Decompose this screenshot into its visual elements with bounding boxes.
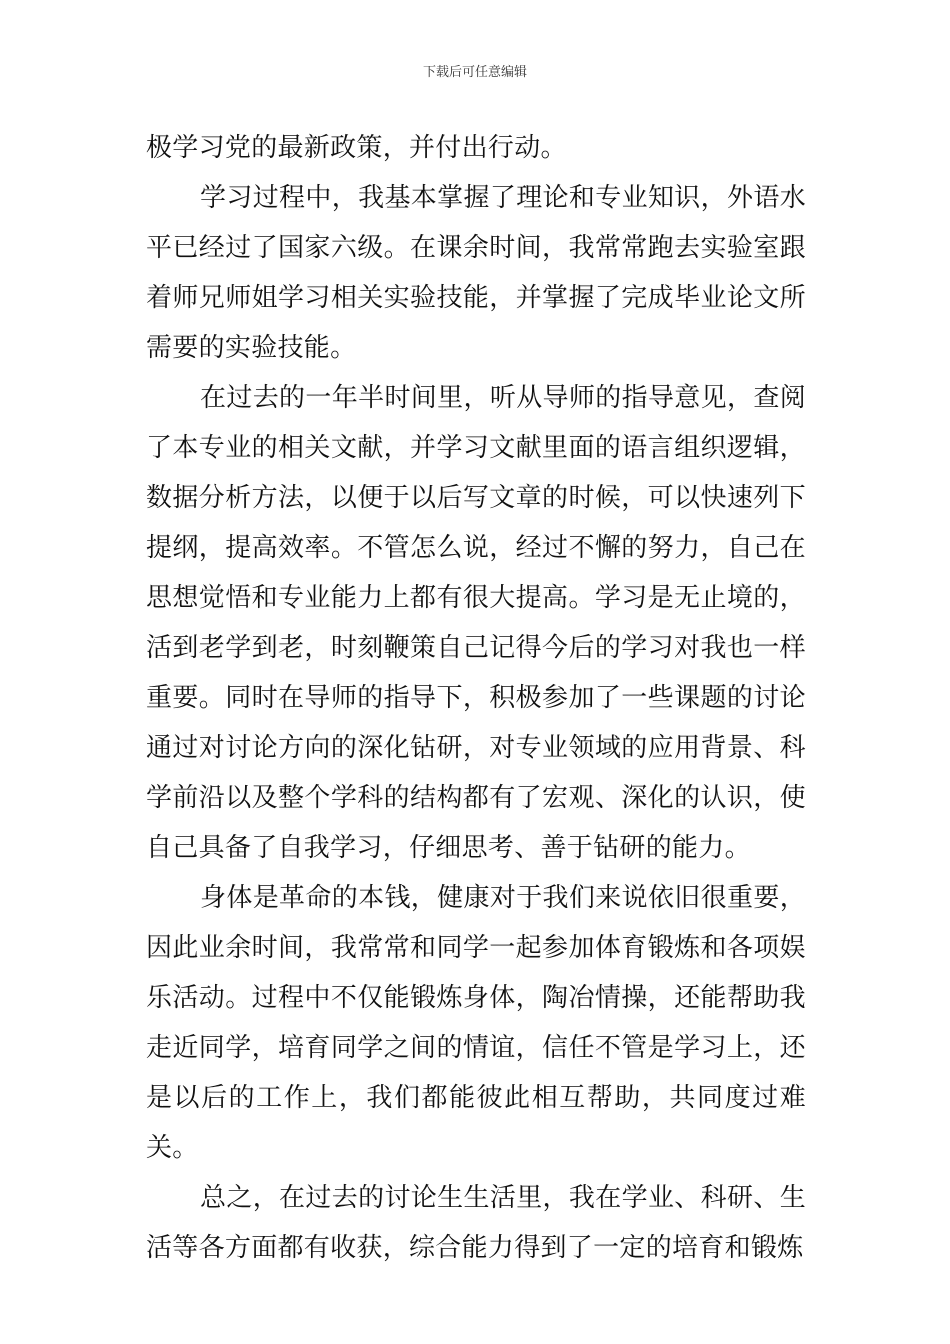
paragraph-study-process: 学习过程中，我基本掌握了理论和专业知识，外语水平已经过了国家六级。在课余时间，我常常跑去实验室跟着师兄师姐学习相关实验技能，并掌握了完成毕业论文所需要的实验技能。 bbox=[146, 183, 806, 363]
paragraph-continuation: 极学习党的最新政策，并付出行动。 bbox=[146, 133, 567, 163]
paragraph-summary: 总之，在过去的讨论生生活里，我在学业、科研、生活等各方面都有收获，综合能力得到了一定的培育和锻炼 bbox=[146, 1183, 806, 1263]
paragraph-health-activities: 身体是革命的本钱，健康对于我们来说依旧很重要，因此业余时间，我常常和同学一起参加体育锻炼和各项娱乐活动。过程中不仅能锻炼身体，陶冶情操，还能帮助我走近同学，培育同学之间的情谊，信任不管是学习上，还是以后的工作上，我们都能彼此相互帮助，共同度过难关。 bbox=[146, 883, 806, 1163]
page-header: 下载后可任意编辑 bbox=[422, 65, 527, 80]
paragraph-research-literature: 在过去的一年半时间里，听从导师的指导意见，查阅了本专业的相关文献，并学习文献里面的语言组织逻辑，数据分析方法，以便于以后写文章的时候，可以快速列下提纲，提高效率。不管怎么说，经过不懈的努力，自己在思想觉悟和专业能力上都有很大提高。学习是无止境的，活到老学到老，时刻鞭策自己记得今后的学习对我也一样重要。同时在导师的指导下，积极参加了一些课题的讨论通过对讨论方向的深化钻研，对专业领域的应用背景、科学前沿以及整个学科的结构都有了宏观、深化的认识，使自己具备了自我学习，仔细思考、善于钻研的能力。 bbox=[146, 383, 806, 863]
document-body bbox=[146, 123, 806, 1273]
